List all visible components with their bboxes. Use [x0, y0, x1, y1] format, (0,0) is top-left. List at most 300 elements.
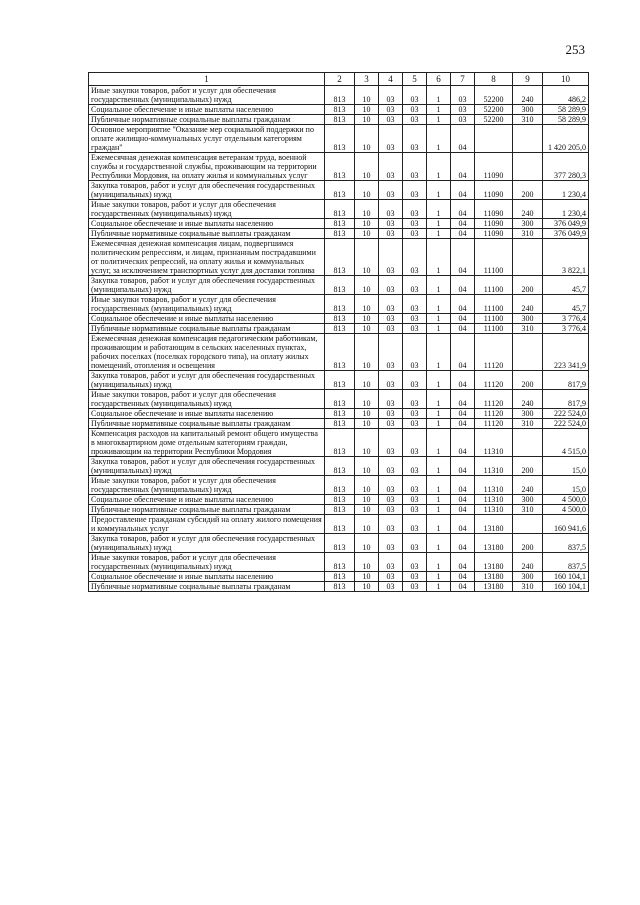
expense-type-cell: 240 [513, 86, 543, 105]
section-code-cell: 813 [325, 105, 355, 115]
activity-code-cell: 04 [451, 429, 475, 457]
target-code-cell: 11310 [475, 429, 513, 457]
chapter-code-cell: 10 [355, 324, 379, 334]
activity-code-cell: 04 [451, 534, 475, 553]
table-row [89, 314, 589, 324]
target-code-cell: 11090 [475, 219, 513, 229]
target-code-cell: 11120 [475, 390, 513, 409]
table-row [89, 105, 589, 115]
amount-cell: 4 515,0 [543, 429, 589, 457]
activity-code-cell: 04 [451, 419, 475, 429]
subsection-code-cell: 03 [379, 324, 403, 334]
subsection-code-cell: 03 [379, 181, 403, 200]
activity-code-cell: 04 [451, 553, 475, 572]
expense-type-cell: 300 [513, 219, 543, 229]
chapter-code-cell: 10 [355, 239, 379, 276]
subprogram-code-cell: 1 [427, 105, 451, 115]
chapter-code-cell: 10 [355, 553, 379, 572]
amount-cell: 837,5 [543, 553, 589, 572]
expense-type-cell: 200 [513, 457, 543, 476]
target-code-cell: 13180 [475, 515, 513, 534]
section-code-cell: 813 [325, 181, 355, 200]
section-code-cell: 813 [325, 200, 355, 219]
row-name-cell: Иные закупки товаров, работ и услуг для обеспечения государственных (муниципальных) нужд [89, 200, 325, 219]
section-code-cell: 813 [325, 371, 355, 390]
program-code-cell: 03 [403, 324, 427, 334]
chapter-code-cell: 10 [355, 314, 379, 324]
chapter-code-cell: 10 [355, 476, 379, 495]
program-code-cell: 03 [403, 105, 427, 115]
row-name-cell: Публичные нормативные социальные выплаты гражданам [89, 229, 325, 239]
row-name-cell: Закупка товаров, работ и услуг для обеспечения государственных (муниципальных) нужд [89, 181, 325, 200]
subsection-code-cell: 03 [379, 334, 403, 371]
target-code-cell: 11120 [475, 409, 513, 419]
activity-code-cell: 04 [451, 371, 475, 390]
subsection-code-cell: 03 [379, 390, 403, 409]
section-code-cell: 813 [325, 572, 355, 582]
subprogram-code-cell: 1 [427, 409, 451, 419]
row-name-cell: Закупка товаров, работ и услуг для обеспечения государственных (муниципальных) нужд [89, 276, 325, 295]
target-code-cell: 11100 [475, 276, 513, 295]
subsection-code-cell: 03 [379, 86, 403, 105]
target-code-cell: 52200 [475, 86, 513, 105]
chapter-code-cell: 10 [355, 229, 379, 239]
subprogram-code-cell: 1 [427, 495, 451, 505]
subprogram-code-cell: 1 [427, 390, 451, 409]
amount-cell: 837,5 [543, 534, 589, 553]
chapter-code-cell: 10 [355, 153, 379, 181]
section-code-cell: 813 [325, 495, 355, 505]
row-name-cell: Иные закупки товаров, работ и услуг для обеспечения государственных (муниципальных) нужд [89, 86, 325, 105]
amount-cell: 58 289,9 [543, 105, 589, 115]
expense-type-cell [513, 125, 543, 153]
activity-code-cell: 04 [451, 200, 475, 219]
expense-type-cell: 310 [513, 419, 543, 429]
row-name-cell: Закупка товаров, работ и услуг для обеспечения государственных (муниципальных) нужд [89, 534, 325, 553]
chapter-code-cell: 10 [355, 429, 379, 457]
expense-type-cell [513, 515, 543, 534]
amount-cell: 4 500,0 [543, 495, 589, 505]
expense-type-cell: 200 [513, 534, 543, 553]
table-row [89, 429, 589, 457]
row-name-cell: Иные закупки товаров, работ и услуг для обеспечения государственных (муниципальных) нужд [89, 553, 325, 572]
program-code-cell: 03 [403, 219, 427, 229]
subprogram-code-cell: 1 [427, 457, 451, 476]
subprogram-code-cell: 1 [427, 334, 451, 371]
section-code-cell: 813 [325, 553, 355, 572]
column-header: 7 [451, 73, 475, 86]
subsection-code-cell: 03 [379, 115, 403, 125]
activity-code-cell: 04 [451, 153, 475, 181]
table-row [89, 200, 589, 219]
subsection-code-cell: 03 [379, 476, 403, 495]
expense-type-cell [513, 429, 543, 457]
activity-code-cell: 04 [451, 324, 475, 334]
chapter-code-cell: 10 [355, 125, 379, 153]
activity-code-cell: 04 [451, 334, 475, 371]
subprogram-code-cell: 1 [427, 125, 451, 153]
program-code-cell: 03 [403, 125, 427, 153]
expense-type-cell: 240 [513, 200, 543, 219]
activity-code-cell: 03 [451, 105, 475, 115]
table-row [89, 476, 589, 495]
table-row [89, 229, 589, 239]
subprogram-code-cell: 1 [427, 229, 451, 239]
subsection-code-cell: 03 [379, 153, 403, 181]
program-code-cell: 03 [403, 86, 427, 105]
expense-type-cell: 240 [513, 390, 543, 409]
section-code-cell: 813 [325, 219, 355, 229]
amount-cell: 1 230,4 [543, 181, 589, 200]
amount-cell: 15,0 [543, 457, 589, 476]
subprogram-code-cell: 1 [427, 515, 451, 534]
section-code-cell: 813 [325, 295, 355, 314]
section-code-cell: 813 [325, 534, 355, 553]
section-code-cell: 813 [325, 429, 355, 457]
subsection-code-cell: 03 [379, 582, 403, 592]
subprogram-code-cell: 1 [427, 219, 451, 229]
expense-type-cell: 300 [513, 105, 543, 115]
amount-cell: 45,7 [543, 276, 589, 295]
activity-code-cell: 04 [451, 505, 475, 515]
target-code-cell [475, 125, 513, 153]
chapter-code-cell: 10 [355, 115, 379, 125]
table-row [89, 534, 589, 553]
subprogram-code-cell: 1 [427, 572, 451, 582]
subsection-code-cell: 03 [379, 457, 403, 476]
program-code-cell: 03 [403, 200, 427, 219]
activity-code-cell: 04 [451, 582, 475, 592]
row-name-cell: Социальное обеспечение и иные выплаты населению [89, 409, 325, 419]
section-code-cell: 813 [325, 125, 355, 153]
amount-cell: 222 524,0 [543, 409, 589, 419]
section-code-cell: 813 [325, 515, 355, 534]
table-row [89, 219, 589, 229]
target-code-cell: 52200 [475, 105, 513, 115]
expense-type-cell [513, 334, 543, 371]
subsection-code-cell: 03 [379, 409, 403, 419]
section-code-cell: 813 [325, 324, 355, 334]
program-code-cell: 03 [403, 572, 427, 582]
section-code-cell: 813 [325, 390, 355, 409]
table-row [89, 390, 589, 409]
table-row [89, 239, 589, 276]
table-row [89, 371, 589, 390]
target-code-cell: 11310 [475, 457, 513, 476]
amount-cell: 376 049,9 [543, 229, 589, 239]
program-code-cell: 03 [403, 534, 427, 553]
subsection-code-cell: 03 [379, 534, 403, 553]
expense-type-cell [513, 153, 543, 181]
program-code-cell: 03 [403, 495, 427, 505]
chapter-code-cell: 10 [355, 582, 379, 592]
section-code-cell: 813 [325, 276, 355, 295]
target-code-cell: 11310 [475, 505, 513, 515]
chapter-code-cell: 10 [355, 515, 379, 534]
row-name-cell: Социальное обеспечение и иные выплаты населению [89, 495, 325, 505]
target-code-cell: 13180 [475, 582, 513, 592]
target-code-cell: 11090 [475, 181, 513, 200]
column-header: 8 [475, 73, 513, 86]
table-row [89, 409, 589, 419]
subprogram-code-cell: 1 [427, 86, 451, 105]
chapter-code-cell: 10 [355, 419, 379, 429]
table-row [89, 495, 589, 505]
row-name-cell: Социальное обеспечение и иные выплаты населению [89, 314, 325, 324]
activity-code-cell: 04 [451, 314, 475, 324]
amount-cell: 160 941,6 [543, 515, 589, 534]
target-code-cell: 11100 [475, 324, 513, 334]
row-name-cell: Социальное обеспечение и иные выплаты населению [89, 572, 325, 582]
target-code-cell: 11100 [475, 239, 513, 276]
amount-cell: 486,2 [543, 86, 589, 105]
target-code-cell: 11120 [475, 419, 513, 429]
program-code-cell: 03 [403, 409, 427, 419]
row-name-cell: Публичные нормативные социальные выплаты гражданам [89, 505, 325, 515]
amount-cell: 1 230,4 [543, 200, 589, 219]
activity-code-cell: 04 [451, 295, 475, 314]
column-header: 4 [379, 73, 403, 86]
subprogram-code-cell: 1 [427, 476, 451, 495]
subprogram-code-cell: 1 [427, 115, 451, 125]
table-row [89, 553, 589, 572]
table-row [89, 295, 589, 314]
section-code-cell: 813 [325, 505, 355, 515]
amount-cell: 15,0 [543, 476, 589, 495]
program-code-cell: 03 [403, 295, 427, 314]
amount-cell: 377 280,3 [543, 153, 589, 181]
subsection-code-cell: 03 [379, 495, 403, 505]
subsection-code-cell: 03 [379, 505, 403, 515]
activity-code-cell: 03 [451, 86, 475, 105]
expense-type-cell: 240 [513, 295, 543, 314]
chapter-code-cell: 10 [355, 534, 379, 553]
chapter-code-cell: 10 [355, 295, 379, 314]
row-name-cell: Основное мероприятие "Оказание мер социальной поддержки по оплате жилищно-коммунальных услуг отдельным категориям граждан" [89, 125, 325, 153]
table-row [89, 125, 589, 153]
activity-code-cell: 04 [451, 390, 475, 409]
amount-cell: 45,7 [543, 295, 589, 314]
section-code-cell: 813 [325, 239, 355, 276]
activity-code-cell: 03 [451, 115, 475, 125]
program-code-cell: 03 [403, 553, 427, 572]
subprogram-code-cell: 1 [427, 314, 451, 324]
program-code-cell: 03 [403, 476, 427, 495]
target-code-cell: 11100 [475, 295, 513, 314]
row-name-cell: Социальное обеспечение и иные выплаты населению [89, 219, 325, 229]
subprogram-code-cell: 1 [427, 153, 451, 181]
amount-cell: 4 500,0 [543, 505, 589, 515]
subsection-code-cell: 03 [379, 229, 403, 239]
chapter-code-cell: 10 [355, 371, 379, 390]
row-name-cell: Ежемесячная денежная компенсация педагогическим работникам, проживающим и работающим в сельских населенных пунктах, рабочих поселках (поселках городского типа), на оплату жилых помещений, отопления и освещения [89, 334, 325, 371]
row-name-cell: Публичные нормативные социальные выплаты гражданам [89, 582, 325, 592]
row-name-cell: Публичные нормативные социальные выплаты гражданам [89, 115, 325, 125]
expense-type-cell: 240 [513, 476, 543, 495]
table-row [89, 334, 589, 371]
activity-code-cell: 04 [451, 181, 475, 200]
section-code-cell: 813 [325, 476, 355, 495]
subsection-code-cell: 03 [379, 553, 403, 572]
amount-cell: 160 104,1 [543, 572, 589, 582]
amount-cell: 3 776,4 [543, 314, 589, 324]
amount-cell: 58 289,9 [543, 115, 589, 125]
program-code-cell: 03 [403, 115, 427, 125]
subprogram-code-cell: 1 [427, 419, 451, 429]
chapter-code-cell: 10 [355, 457, 379, 476]
subsection-code-cell: 03 [379, 515, 403, 534]
row-name-cell: Компенсация расходов на капитальный ремонт общего имущества в многоквартирном доме отдельным категориям граждан, проживающим на территории Республики Мордовия [89, 429, 325, 457]
target-code-cell: 11120 [475, 371, 513, 390]
section-code-cell: 813 [325, 582, 355, 592]
expense-type-cell: 300 [513, 572, 543, 582]
subprogram-code-cell: 1 [427, 295, 451, 314]
expense-type-cell: 310 [513, 229, 543, 239]
subprogram-code-cell: 1 [427, 429, 451, 457]
activity-code-cell: 04 [451, 409, 475, 419]
program-code-cell: 03 [403, 390, 427, 409]
program-code-cell: 03 [403, 181, 427, 200]
table-row [89, 276, 589, 295]
subprogram-code-cell: 1 [427, 505, 451, 515]
row-name-cell: Ежемесячная денежная компенсация ветеранам труда, военной службы и государственной службы, проживающим на территории Республики Мордовия, на оплату жилья и коммунальных услуг [89, 153, 325, 181]
target-code-cell: 13180 [475, 534, 513, 553]
subsection-code-cell: 03 [379, 371, 403, 390]
program-code-cell: 03 [403, 419, 427, 429]
subprogram-code-cell: 1 [427, 371, 451, 390]
expense-type-cell: 300 [513, 314, 543, 324]
target-code-cell: 11090 [475, 229, 513, 239]
section-code-cell: 813 [325, 457, 355, 476]
expense-type-cell: 310 [513, 115, 543, 125]
table-row [89, 115, 589, 125]
table-row [89, 419, 589, 429]
expense-type-cell: 200 [513, 181, 543, 200]
subprogram-code-cell: 1 [427, 582, 451, 592]
target-code-cell: 13180 [475, 553, 513, 572]
subsection-code-cell: 03 [379, 219, 403, 229]
target-code-cell: 11310 [475, 476, 513, 495]
amount-cell: 817,9 [543, 371, 589, 390]
activity-code-cell: 04 [451, 219, 475, 229]
row-name-cell: Публичные нормативные социальные выплаты гражданам [89, 419, 325, 429]
program-code-cell: 03 [403, 582, 427, 592]
chapter-code-cell: 10 [355, 505, 379, 515]
budget-table [88, 72, 589, 592]
program-code-cell: 03 [403, 505, 427, 515]
row-name-cell: Публичные нормативные социальные выплаты гражданам [89, 324, 325, 334]
chapter-code-cell: 10 [355, 390, 379, 409]
section-code-cell: 813 [325, 153, 355, 181]
amount-cell: 222 524,0 [543, 419, 589, 429]
expense-type-cell: 310 [513, 505, 543, 515]
column-header: 3 [355, 73, 379, 86]
activity-code-cell: 04 [451, 239, 475, 276]
row-name-cell: Закупка товаров, работ и услуг для обеспечения государственных (муниципальных) нужд [89, 457, 325, 476]
table-row [89, 457, 589, 476]
subsection-code-cell: 03 [379, 295, 403, 314]
amount-cell: 3 822,1 [543, 239, 589, 276]
subsection-code-cell: 03 [379, 105, 403, 115]
program-code-cell: 03 [403, 371, 427, 390]
subprogram-code-cell: 1 [427, 200, 451, 219]
section-code-cell: 813 [325, 229, 355, 239]
amount-cell: 1 420 205,0 [543, 125, 589, 153]
table-row [89, 505, 589, 515]
activity-code-cell: 04 [451, 476, 475, 495]
program-code-cell: 03 [403, 276, 427, 295]
amount-cell: 376 049,9 [543, 219, 589, 229]
amount-cell: 3 776,4 [543, 324, 589, 334]
subsection-code-cell: 03 [379, 200, 403, 219]
expense-type-cell: 300 [513, 409, 543, 419]
section-code-cell: 813 [325, 409, 355, 419]
subprogram-code-cell: 1 [427, 534, 451, 553]
activity-code-cell: 04 [451, 495, 475, 505]
section-code-cell: 813 [325, 419, 355, 429]
activity-code-cell: 04 [451, 515, 475, 534]
subprogram-code-cell: 1 [427, 553, 451, 572]
target-code-cell: 13180 [475, 572, 513, 582]
amount-cell: 223 341,9 [543, 334, 589, 371]
program-code-cell: 03 [403, 515, 427, 534]
expense-type-cell: 200 [513, 276, 543, 295]
chapter-code-cell: 10 [355, 105, 379, 115]
expense-type-cell: 310 [513, 324, 543, 334]
target-code-cell: 52200 [475, 115, 513, 125]
activity-code-cell: 04 [451, 572, 475, 582]
target-code-cell: 11310 [475, 495, 513, 505]
subprogram-code-cell: 1 [427, 324, 451, 334]
activity-code-cell: 04 [451, 229, 475, 239]
target-code-cell: 11090 [475, 200, 513, 219]
column-header: 1 [89, 73, 325, 86]
subprogram-code-cell: 1 [427, 181, 451, 200]
table-row [89, 582, 589, 592]
chapter-code-cell: 10 [355, 409, 379, 419]
chapter-code-cell: 10 [355, 334, 379, 371]
subprogram-code-cell: 1 [427, 239, 451, 276]
subsection-code-cell: 03 [379, 429, 403, 457]
row-name-cell: Предоставление гражданам субсидий на оплату жилого помещения и коммунальных услуг [89, 515, 325, 534]
column-header: 2 [325, 73, 355, 86]
expense-type-cell [513, 239, 543, 276]
program-code-cell: 03 [403, 334, 427, 371]
activity-code-cell: 04 [451, 276, 475, 295]
subprogram-code-cell: 1 [427, 276, 451, 295]
chapter-code-cell: 10 [355, 276, 379, 295]
table-row [89, 324, 589, 334]
table-row [89, 572, 589, 582]
column-header: 9 [513, 73, 543, 86]
table-header-row [89, 73, 589, 86]
page-number: 253 [565, 42, 585, 57]
row-name-cell: Социальное обеспечение и иные выплаты населению [89, 105, 325, 115]
table-row [89, 181, 589, 200]
target-code-cell: 11120 [475, 334, 513, 371]
column-header: 6 [427, 73, 451, 86]
chapter-code-cell: 10 [355, 86, 379, 105]
subsection-code-cell: 03 [379, 125, 403, 153]
row-name-cell: Иные закупки товаров, работ и услуг для обеспечения государственных (муниципальных) нужд [89, 295, 325, 314]
subsection-code-cell: 03 [379, 276, 403, 295]
target-code-cell: 11090 [475, 153, 513, 181]
table-row [89, 86, 589, 105]
subsection-code-cell: 03 [379, 239, 403, 276]
section-code-cell: 813 [325, 334, 355, 371]
activity-code-cell: 04 [451, 125, 475, 153]
expense-type-cell: 240 [513, 553, 543, 572]
